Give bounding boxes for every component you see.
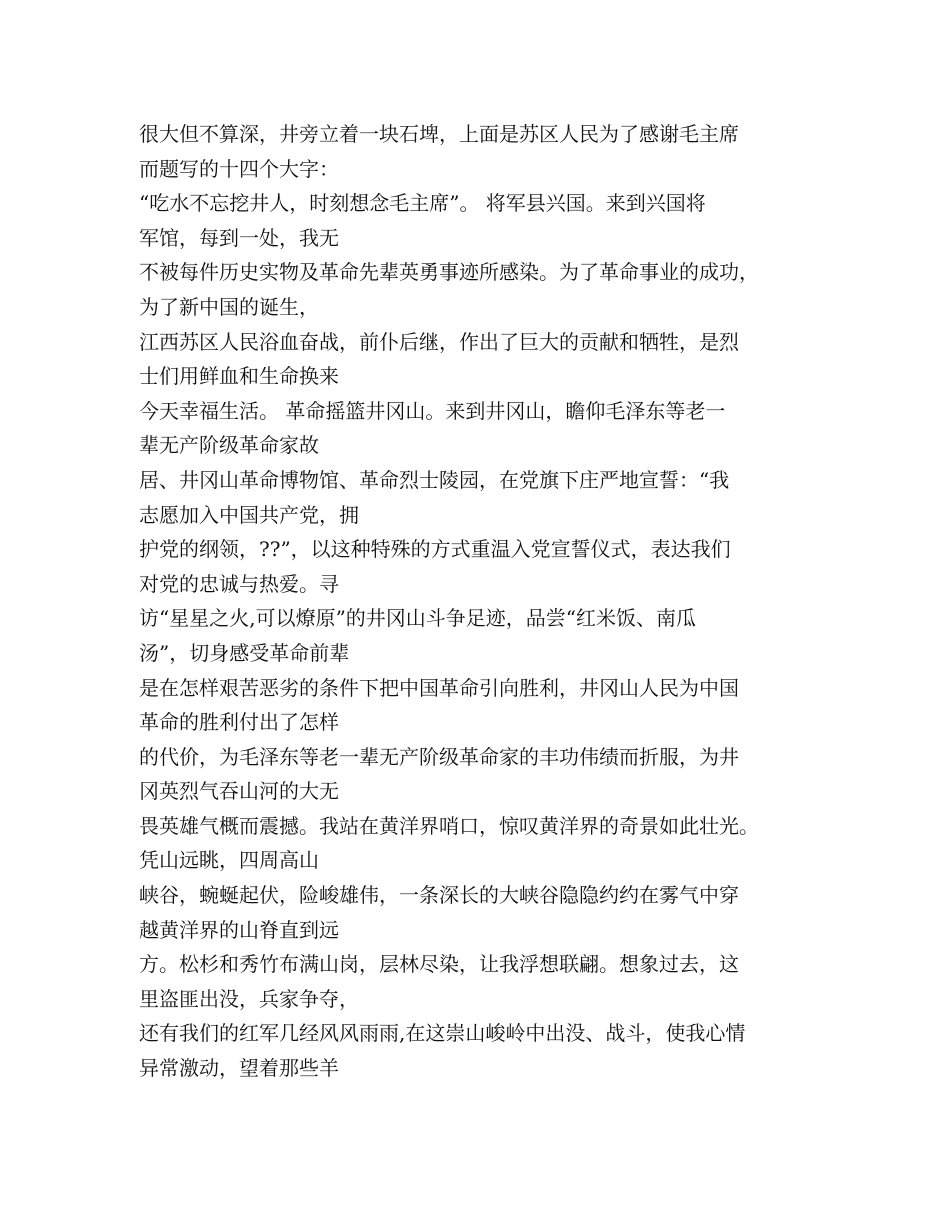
text-line: 是在怎样艰苦恶劣的条件下把中国革命引向胜利，井冈山人民为中国 <box>139 675 739 700</box>
text-line: 对党的忠诚与热爱。寻 <box>139 571 339 596</box>
text-line: 今天幸福生活。 革命摇篮井冈山。来到井冈山，瞻仰毛泽东等老一 <box>139 398 726 423</box>
document-body <box>139 117 829 1086</box>
text-line: 江西苏区人民浴血奋战，前仆后继，作出了巨大的贡献和牺牲，是烈 <box>139 329 739 354</box>
text-line: 士们用鲜血和生命换来 <box>139 364 339 389</box>
text-line: “吃水不忘挖井人，时刻想念毛主席”。 将军县兴国。来到兴国将 <box>139 191 706 216</box>
text-line: 的代价，为毛泽东等老一辈无产阶级革命家的丰功伟绩而折服，为井 <box>139 744 739 769</box>
text-line: 志愿加入中国共产党，拥 <box>139 502 359 527</box>
text-line: 不被每件历史实物及革命先辈英勇事迹所感染。为了革命事业的成功， <box>139 260 759 285</box>
text-line: 峡谷，蜿蜒起伏，险峻雄伟，一条深长的大峡谷隐隐约约在雾气中穿 <box>139 883 739 908</box>
text-line: 护党的纲领，??”，以这种特殊的方式重温入党宣誓仪式，表达我们 <box>139 537 731 562</box>
text-line: 访“星星之火,可以燎原”的井冈山斗争足迹，品尝“红米饭、南瓜 <box>139 606 697 631</box>
text-line: 居、井冈山革命博物馆、革命烈士陵园，在党旗下庄严地宣誓：“我 <box>139 467 730 492</box>
text-line: 辈无产阶级革命家故 <box>139 433 319 458</box>
text-line: 军馆，每到一处，我无 <box>139 225 339 250</box>
text-line: 冈英烈气吞山河的大无 <box>139 779 339 804</box>
text-line: 凭山远眺，四周高山 <box>139 848 319 873</box>
text-line: 越黄洋界的山脊直到远 <box>139 917 339 942</box>
text-line: 还有我们的红军几经风风雨雨,在这崇山峻岭中出没、战斗，使我心情 <box>139 1021 746 1046</box>
text-line: 里盗匪出没，兵家争夺， <box>139 986 359 1011</box>
text-line: 很大但不算深，井旁立着一块石埤，上面是苏区人民为了感谢毛主席 <box>139 122 739 146</box>
text-line: 方。松杉和秀竹布满山岗，层林尽染，让我浮想联翩。想象过去，这 <box>139 952 739 977</box>
text-line: 汤”，切身感受革命前辈 <box>139 640 350 665</box>
text-line: 而题写的十四个大字： <box>139 156 339 181</box>
text-line: 畏英雄气概而震撼。我站在黄洋界哨口，惊叹黄洋界的奇景如此壮光。 <box>139 813 759 838</box>
text-line: 为了新中国的诞生， <box>139 294 319 319</box>
text-line: 革命的胜利付出了怎样 <box>139 710 339 735</box>
text-line: 异常激动，望着那些羊 <box>139 1056 339 1081</box>
